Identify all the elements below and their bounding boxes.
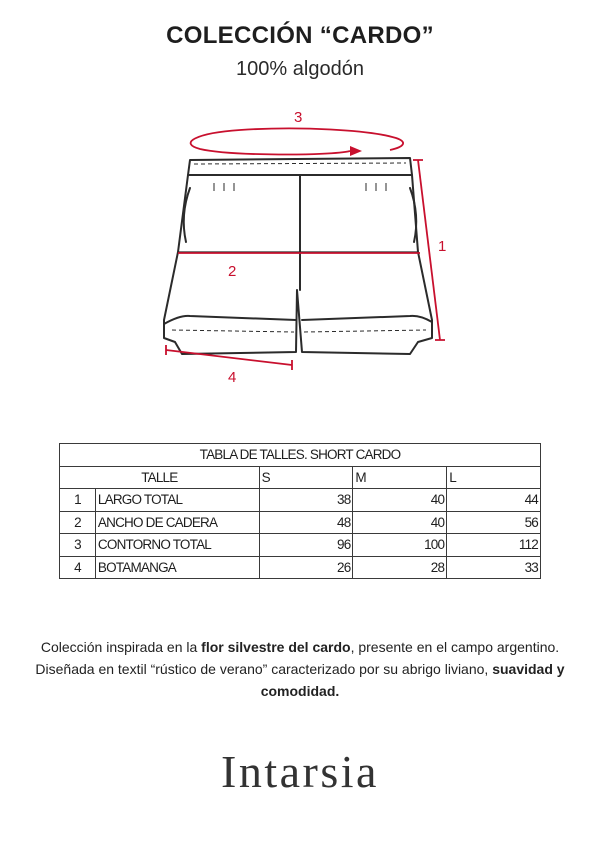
table-row [60, 534, 541, 557]
cell-m: 28 [353, 556, 447, 579]
row-label: ANCHO DE CADERA [95, 511, 259, 534]
gather-left [214, 183, 234, 191]
left-cuff-stitch [172, 330, 294, 332]
measure-label-4: 4 [228, 369, 237, 386]
size-table [59, 443, 541, 579]
table-caption-row [60, 444, 541, 467]
description-text-2: , presente en el campo argentino. Diseñada en textil “rústico de verano” caracterizado por su abrigo liviano, [35, 639, 560, 677]
row-label: CONTORNO TOTAL [95, 534, 259, 557]
measure-1-length-line [418, 160, 440, 340]
waist-stitch [194, 163, 406, 164]
cell-s: 26 [259, 556, 353, 579]
right-cuff [302, 316, 432, 322]
cell-s: 38 [259, 489, 353, 512]
cell-l: 44 [447, 489, 541, 512]
collection-description [30, 636, 570, 702]
cell-m: 40 [353, 511, 447, 534]
description-bold-2: suavidad y comodidad. [260, 661, 565, 699]
cell-l: 33 [447, 556, 541, 579]
header-size-m: M [353, 466, 447, 489]
description-bold-1: flor silvestre del cardo [201, 639, 351, 655]
header-size-l: L [447, 466, 541, 489]
cell-l: 56 [447, 511, 541, 534]
cell-s: 96 [259, 534, 353, 557]
cell-l: 112 [447, 534, 541, 557]
measure-label-2: 2 [228, 263, 237, 280]
row-label: BOTAMANGA [95, 556, 259, 579]
row-index: 2 [60, 511, 96, 534]
page-subtitle: 100% algodón [236, 58, 364, 80]
cell-s: 48 [259, 511, 353, 534]
measure-3-waist-arc [191, 128, 403, 154]
header-size-s: S [259, 466, 353, 489]
right-pocket [410, 188, 416, 242]
shorts-diagram [0, 95, 600, 395]
measure-label-1: 1 [438, 238, 447, 255]
table-row [60, 556, 541, 579]
description-text-1: Colección inspirada en la [40, 639, 202, 655]
row-index: 1 [60, 489, 96, 512]
left-cuff [164, 316, 296, 324]
gather-right [366, 183, 386, 191]
table-row [60, 511, 541, 534]
page-title: COLECCIÓN “CARDO” [166, 22, 434, 49]
row-index: 4 [60, 556, 96, 579]
cell-m: 100 [353, 534, 447, 557]
brand-logo: Intarsia [221, 746, 379, 797]
shorts-outline [164, 158, 432, 354]
cell-m: 40 [353, 489, 447, 512]
measure-label-3: 3 [294, 109, 303, 126]
row-index: 3 [60, 534, 96, 557]
measure-3-arrowhead [350, 146, 362, 156]
table-row [60, 489, 541, 512]
header-talle: TALLE [60, 466, 260, 489]
row-label: LARGO TOTAL [95, 489, 259, 512]
table-caption: TABLA DE TALLES. SHORT CARDO [60, 444, 541, 467]
right-cuff-stitch [304, 330, 426, 332]
table-header-row [60, 466, 541, 489]
